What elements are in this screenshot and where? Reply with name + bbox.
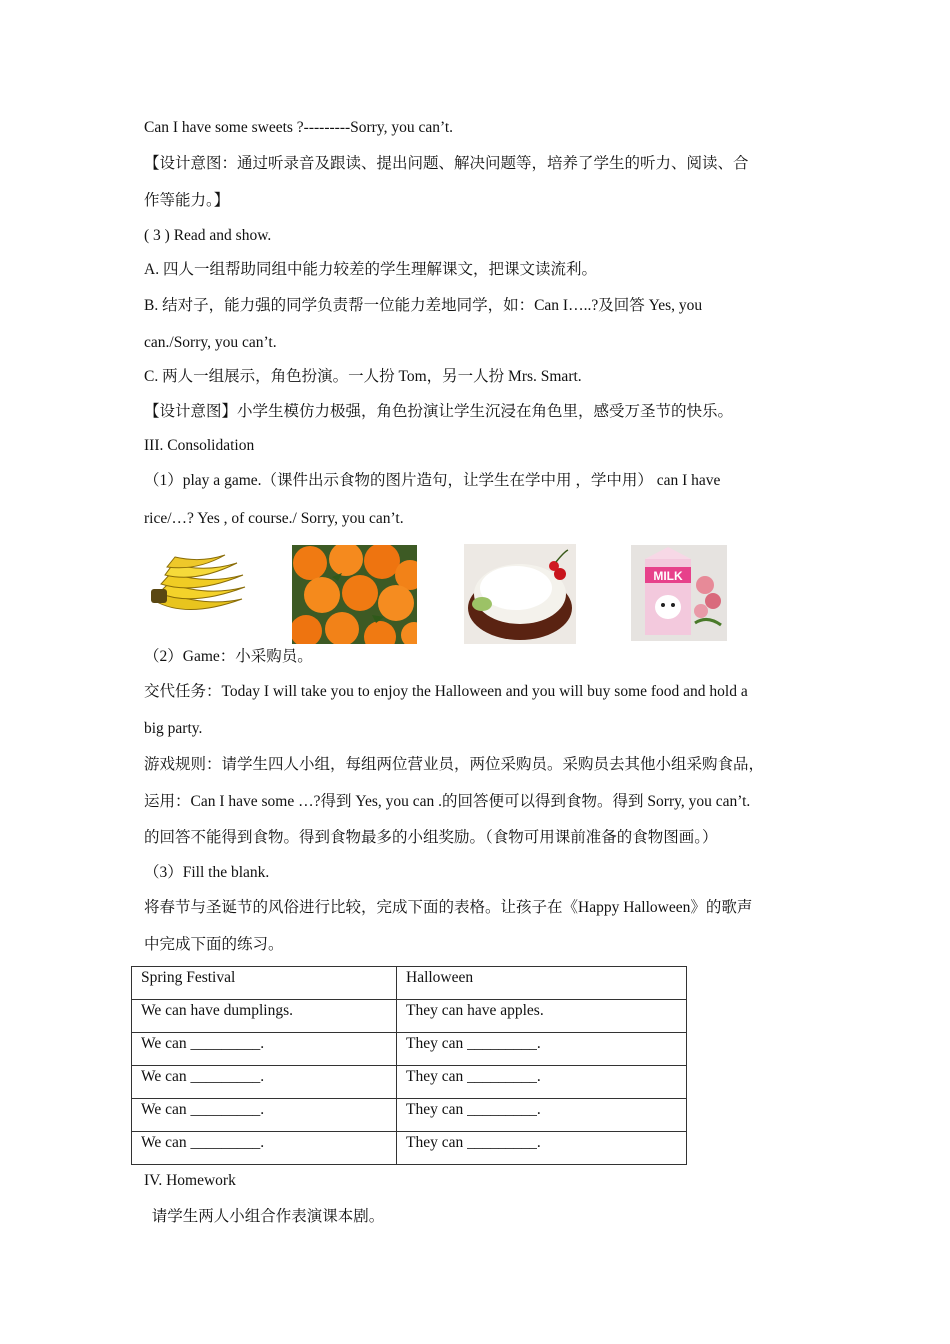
milk-label: MILK — [653, 569, 683, 583]
table-row — [132, 967, 687, 1000]
line-18: 的回答不能得到食物。得到食物最多的小组奖励。（食物可用课前准备的食物图画。） — [144, 829, 718, 846]
line-2: 【设计意图：通过听录音及跟读、提出问题、解决问题等，培养了学生的听力、阅读、合 — [144, 155, 749, 172]
table-cell: We can _________. — [132, 1099, 397, 1132]
rice-bowl-image — [464, 544, 576, 644]
table-cell: They can _________. — [397, 1132, 687, 1165]
line-8: C. 两人一组展示，角色扮演。一人扮 Tom，另一人扮 Mrs. Smart. — [144, 368, 582, 385]
line-17: 运用：Can I have some …?得到 Yes, you can .的回答便可以得到食物。得到 Sorry, you can’t. — [144, 793, 751, 810]
table-row — [132, 1099, 687, 1132]
table-cell: We can _________. — [132, 1132, 397, 1165]
line-16: 游戏规则：请学生四人小组，每组两位营业员，两位采购员。采购员去其他小组采购食品， — [144, 756, 765, 773]
line-21: 中完成下面的练习。 — [144, 936, 284, 953]
table-cell: They can _________. — [397, 1099, 687, 1132]
line-12: rice/…? Yes , of course./ Sorry, you can’t. — [144, 510, 404, 527]
banana-image — [147, 549, 252, 624]
table-row — [132, 1066, 687, 1099]
table-cell: We can _________. — [132, 1033, 397, 1066]
line-13: （2）Game：小采购员。 — [144, 648, 313, 665]
line-7: can./Sorry, you can’t. — [144, 334, 277, 351]
line-14: 交代任务：Today I will take you to enjoy the Halloween and you will buy some food and hold a — [144, 683, 748, 700]
table-row — [132, 1132, 687, 1165]
table-cell: We can _________. — [132, 1066, 397, 1099]
line-19: （3）Fill the blank. — [144, 864, 270, 881]
table-cell: Halloween — [397, 967, 687, 1000]
line-3: 作等能力。】 — [144, 192, 230, 209]
line-20: 将春节与圣诞节的风俗进行比较，完成下面的表格。让孩子在《Happy Halloween》的歌声 — [144, 899, 753, 916]
line-4: ( 3 ) Read and show. — [144, 227, 272, 244]
line-11: （1）play a game.（课件出示食物的图片造句，让学生在学中用 ，学中用） can I have — [144, 472, 721, 489]
line-1: Can I have some sweets ?---------Sorry, you can’t. — [144, 119, 454, 136]
table-cell: We can have dumplings. — [132, 1000, 397, 1033]
table-cell: They can _________. — [397, 1066, 687, 1099]
milk-carton-image — [631, 545, 727, 641]
table-cell: Spring Festival — [132, 967, 397, 1000]
table-row — [132, 1033, 687, 1066]
line-23: 请学生两人小组合作表演课本剧。 — [144, 1208, 385, 1225]
line-10: III. Consolidation — [144, 437, 255, 454]
line-5: A. 四人一组帮助同组中能力较差的学生理解课文，把课文读流利。 — [144, 261, 597, 278]
line-22: IV. Homework — [144, 1172, 236, 1189]
line-15: big party. — [144, 720, 203, 737]
line-9: 【设计意图】小学生模仿力极强，角色扮演让学生沉浸在角色里，感受万圣节的快乐。 — [144, 403, 734, 420]
line-6: B. 结对子，能力强的同学负责帮一位能力差地同学，如：Can I…..?及回答 Yes, you — [144, 297, 703, 314]
table-row — [132, 1000, 687, 1033]
table-cell: They can have apples. — [397, 1000, 687, 1033]
table-cell: They can _________. — [397, 1033, 687, 1066]
oranges-image — [292, 545, 417, 644]
comparison-table — [131, 966, 687, 1165]
